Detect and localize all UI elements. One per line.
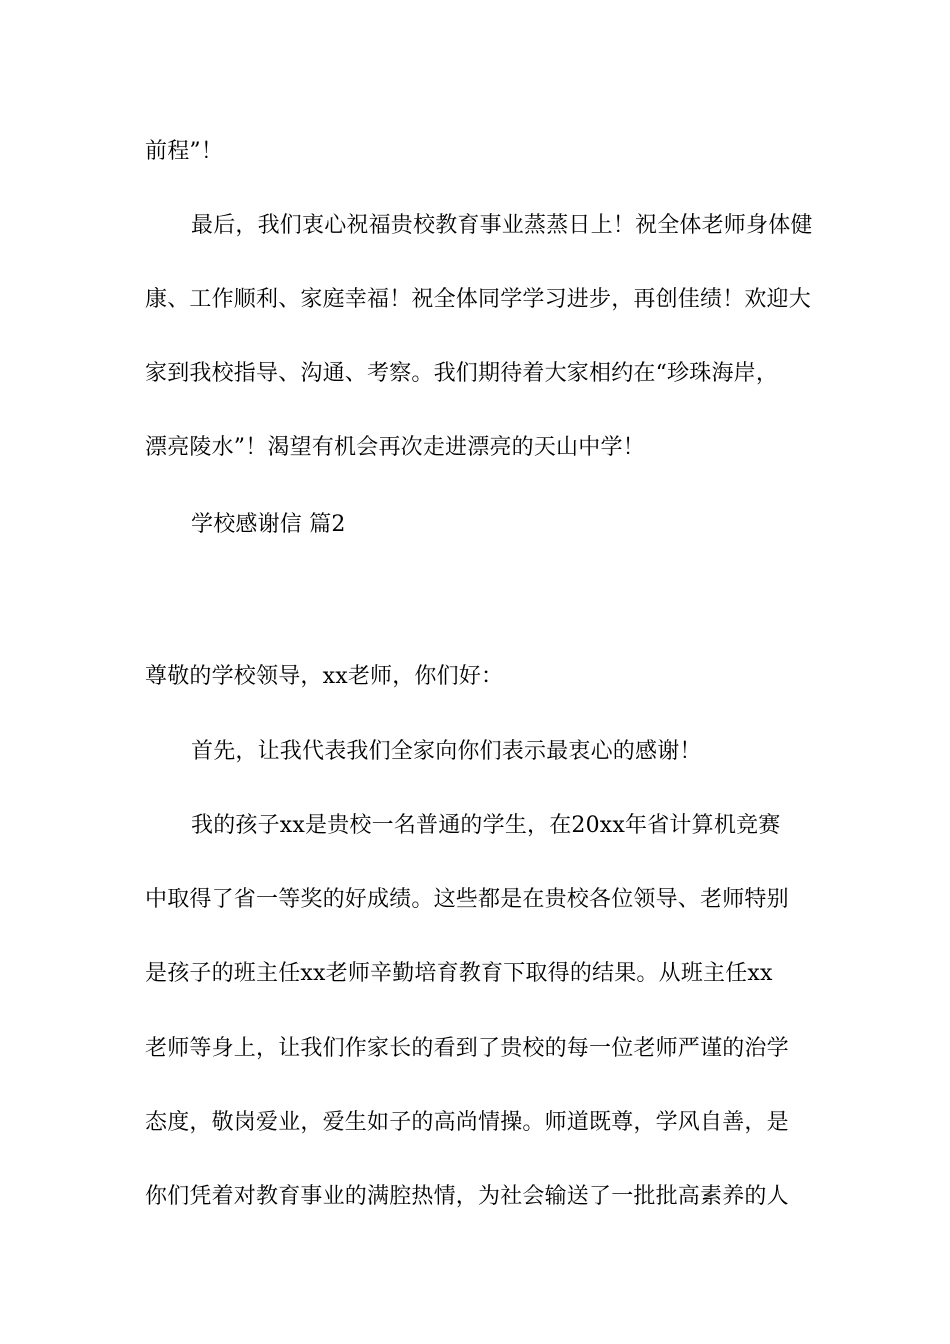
paragraph-thanks: 首先，让我代表我们全家向你们表示最衷心的感谢！ [191, 739, 702, 764]
text-line: 是孩子的班主任xx老师辛勤培育教育下取得的结果。从班主任xx [145, 961, 773, 986]
text-line: 中取得了省一等奖的好成绩。这些都是在贵校各位领导、老师特别 [145, 887, 789, 912]
text-line: 前程”！ [145, 139, 224, 164]
text-line: 你们凭着对教育事业的满腔热情，为社会输送了一批批高素养的人 [145, 1184, 789, 1209]
text-line: 老师等身上，让我们作家长的看到了贵校的每一位老师严谨的治学 [145, 1036, 789, 1061]
text-line: 家到我校指导、沟通、考察。我们期待着大家相约在“珍珠海岸， [145, 361, 779, 386]
paragraph-closing-wishes: 最后，我们衷心祝福贵校教育事业蒸蒸日上！祝全体老师身体健 [191, 213, 813, 238]
paragraph-child-achievement: 我的孩子xx是贵校一名普通的学生，在20xx年省计算机竞赛 [191, 813, 781, 838]
salutation: 尊敬的学校领导，xx老师，你们好： [145, 664, 504, 689]
section-heading: 学校感谢信 篇2 [191, 512, 346, 537]
text-line: 态度，敬岗爱业，爱生如子的高尚情操。师道既尊，学风自善，是 [145, 1110, 789, 1135]
text-line: 漂亮陵水”！渴望有机会再次走进漂亮的天山中学！ [145, 435, 645, 460]
text-line: 康、工作顺利、家庭幸福！祝全体同学学习进步，再创佳绩！欢迎大 [145, 287, 812, 312]
